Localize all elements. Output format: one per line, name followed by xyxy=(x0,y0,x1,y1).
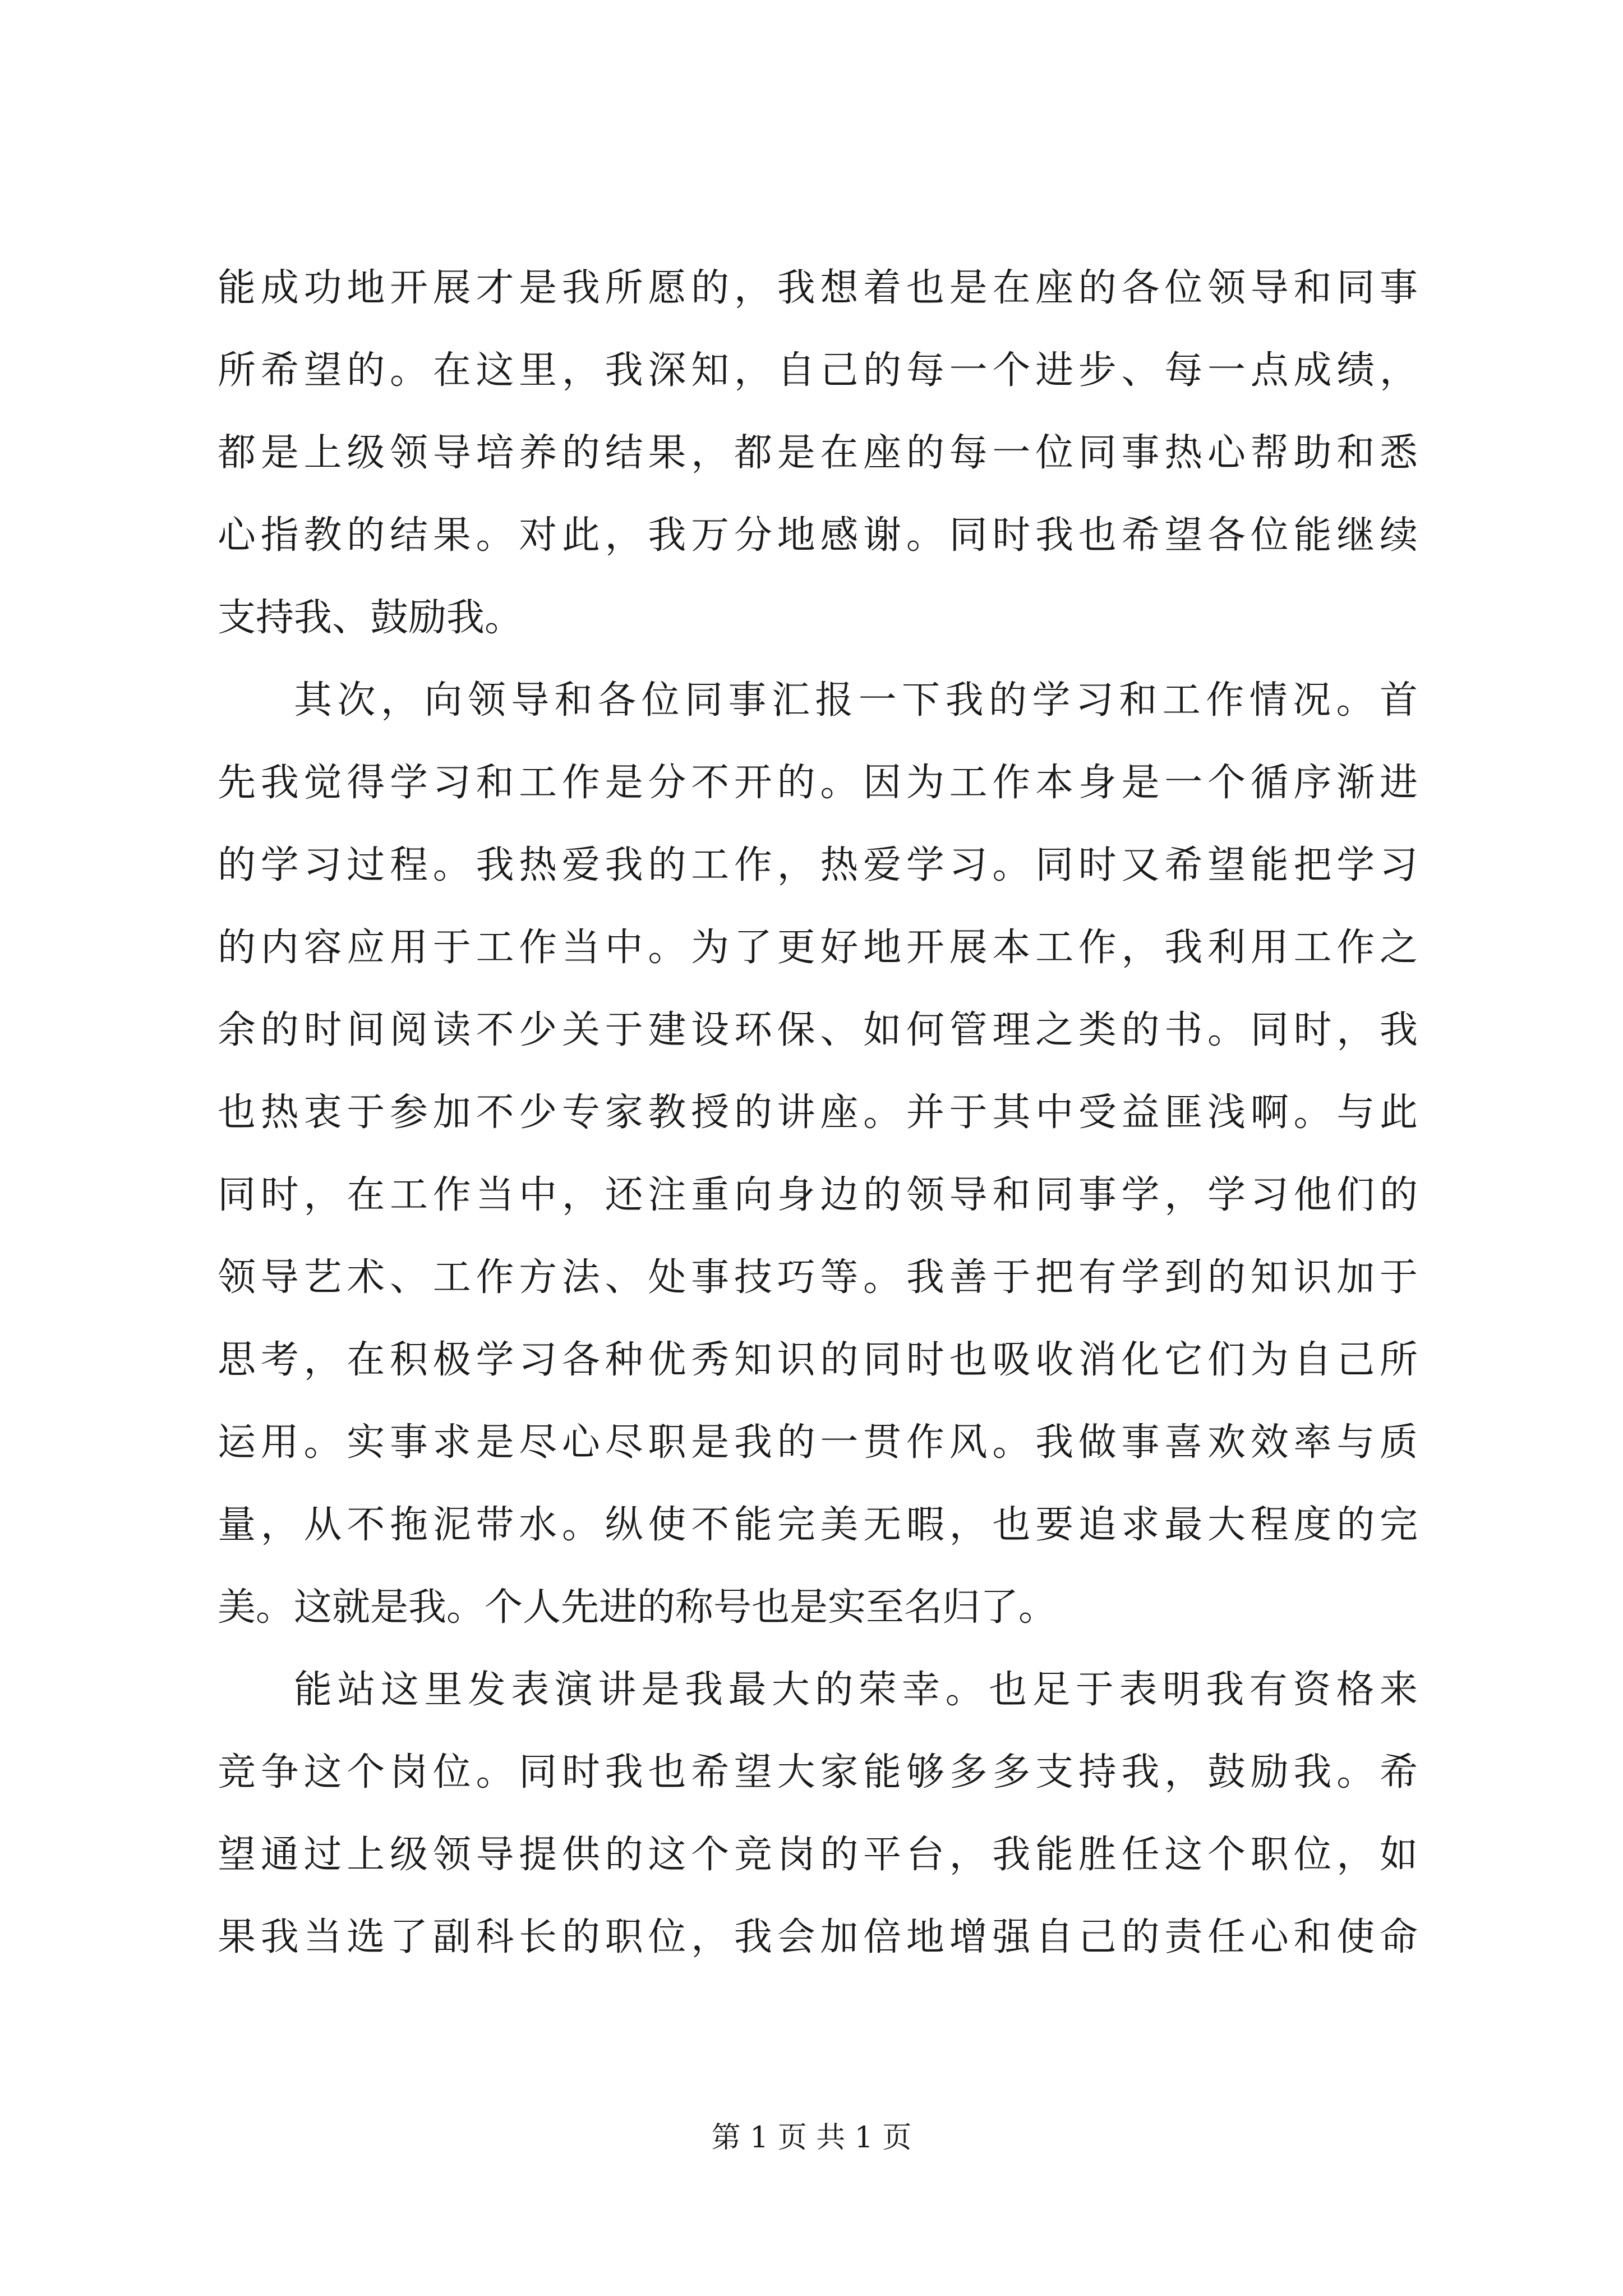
text-line: 运用。实事求是尽心尽职是我的一贯作风。我做事喜欢效率与质 xyxy=(218,1420,1418,1465)
text-line: 望通过上级领导提供的这个竞岗的平台，我能胜任这个职位，如 xyxy=(218,1833,1418,1877)
text-line: 先我觉得学习和工作是分不开的。因为工作本身是一个循序渐进 xyxy=(218,761,1418,805)
text-line: 竞争这个岗位。同时我也希望大家能够多多支持我，鼓励我。希 xyxy=(218,1750,1418,1795)
text-line: 的内容应用于工作当中。为了更好地开展本工作，我利用工作之 xyxy=(218,926,1418,970)
text-line: 能站这里发表演讲是我最大的荣幸。也足于表明我有资格来 xyxy=(294,1668,1418,1712)
text-line: 果我当选了副科长的职位，我会加倍地增强自己的责任心和使命 xyxy=(218,1915,1418,1959)
text-line: 领导艺术、工作方法、处事技巧等。我善于把有学到的知识加于 xyxy=(218,1255,1418,1300)
text-line: 支持我、鼓励我。 xyxy=(218,596,523,640)
text-line: 能成功地开展才是我所愿的，我想着也是在座的各位领导和同事 xyxy=(218,266,1418,310)
text-line: 其次，向领导和各位同事汇报一下我的学习和工作情况。首 xyxy=(294,678,1418,723)
text-line: 也热衷于参加不少专家教授的讲座。并于其中受益匪浅啊。与此 xyxy=(218,1091,1418,1135)
text-line: 心指教的结果。对此，我万分地感谢。同时我也希望各位能继续 xyxy=(218,513,1418,558)
text-line: 余的时间阅读不少关于建设环保、如何管理之类的书。同时，我 xyxy=(218,1008,1418,1052)
page-number-footer: 第 1 页 共 1 页 xyxy=(711,2121,912,2155)
text-line: 思考，在积极学习各种优秀知识的同时也吸收消化它们为自己所 xyxy=(218,1338,1418,1382)
text-line: 都是上级领导培养的结果，都是在座的每一位同事热心帮助和悉 xyxy=(218,431,1418,475)
document-body xyxy=(218,247,1418,1978)
text-line: 同时，在工作当中，还注重向身边的领导和同事学，学习他们的 xyxy=(218,1173,1418,1217)
text-line: 美。这就是我。个人先进的称号也是实至名归了。 xyxy=(218,1585,1057,1630)
text-line: 量，从不拖泥带水。纵使不能完美无暇，也要追求最大程度的完 xyxy=(218,1503,1418,1547)
text-line: 的学习过程。我热爱我的工作，热爱学习。同时又希望能把学习 xyxy=(218,843,1418,887)
text-line: 所希望的。在这里，我深知，自己的每一个进步、每一点成绩， xyxy=(218,348,1418,393)
